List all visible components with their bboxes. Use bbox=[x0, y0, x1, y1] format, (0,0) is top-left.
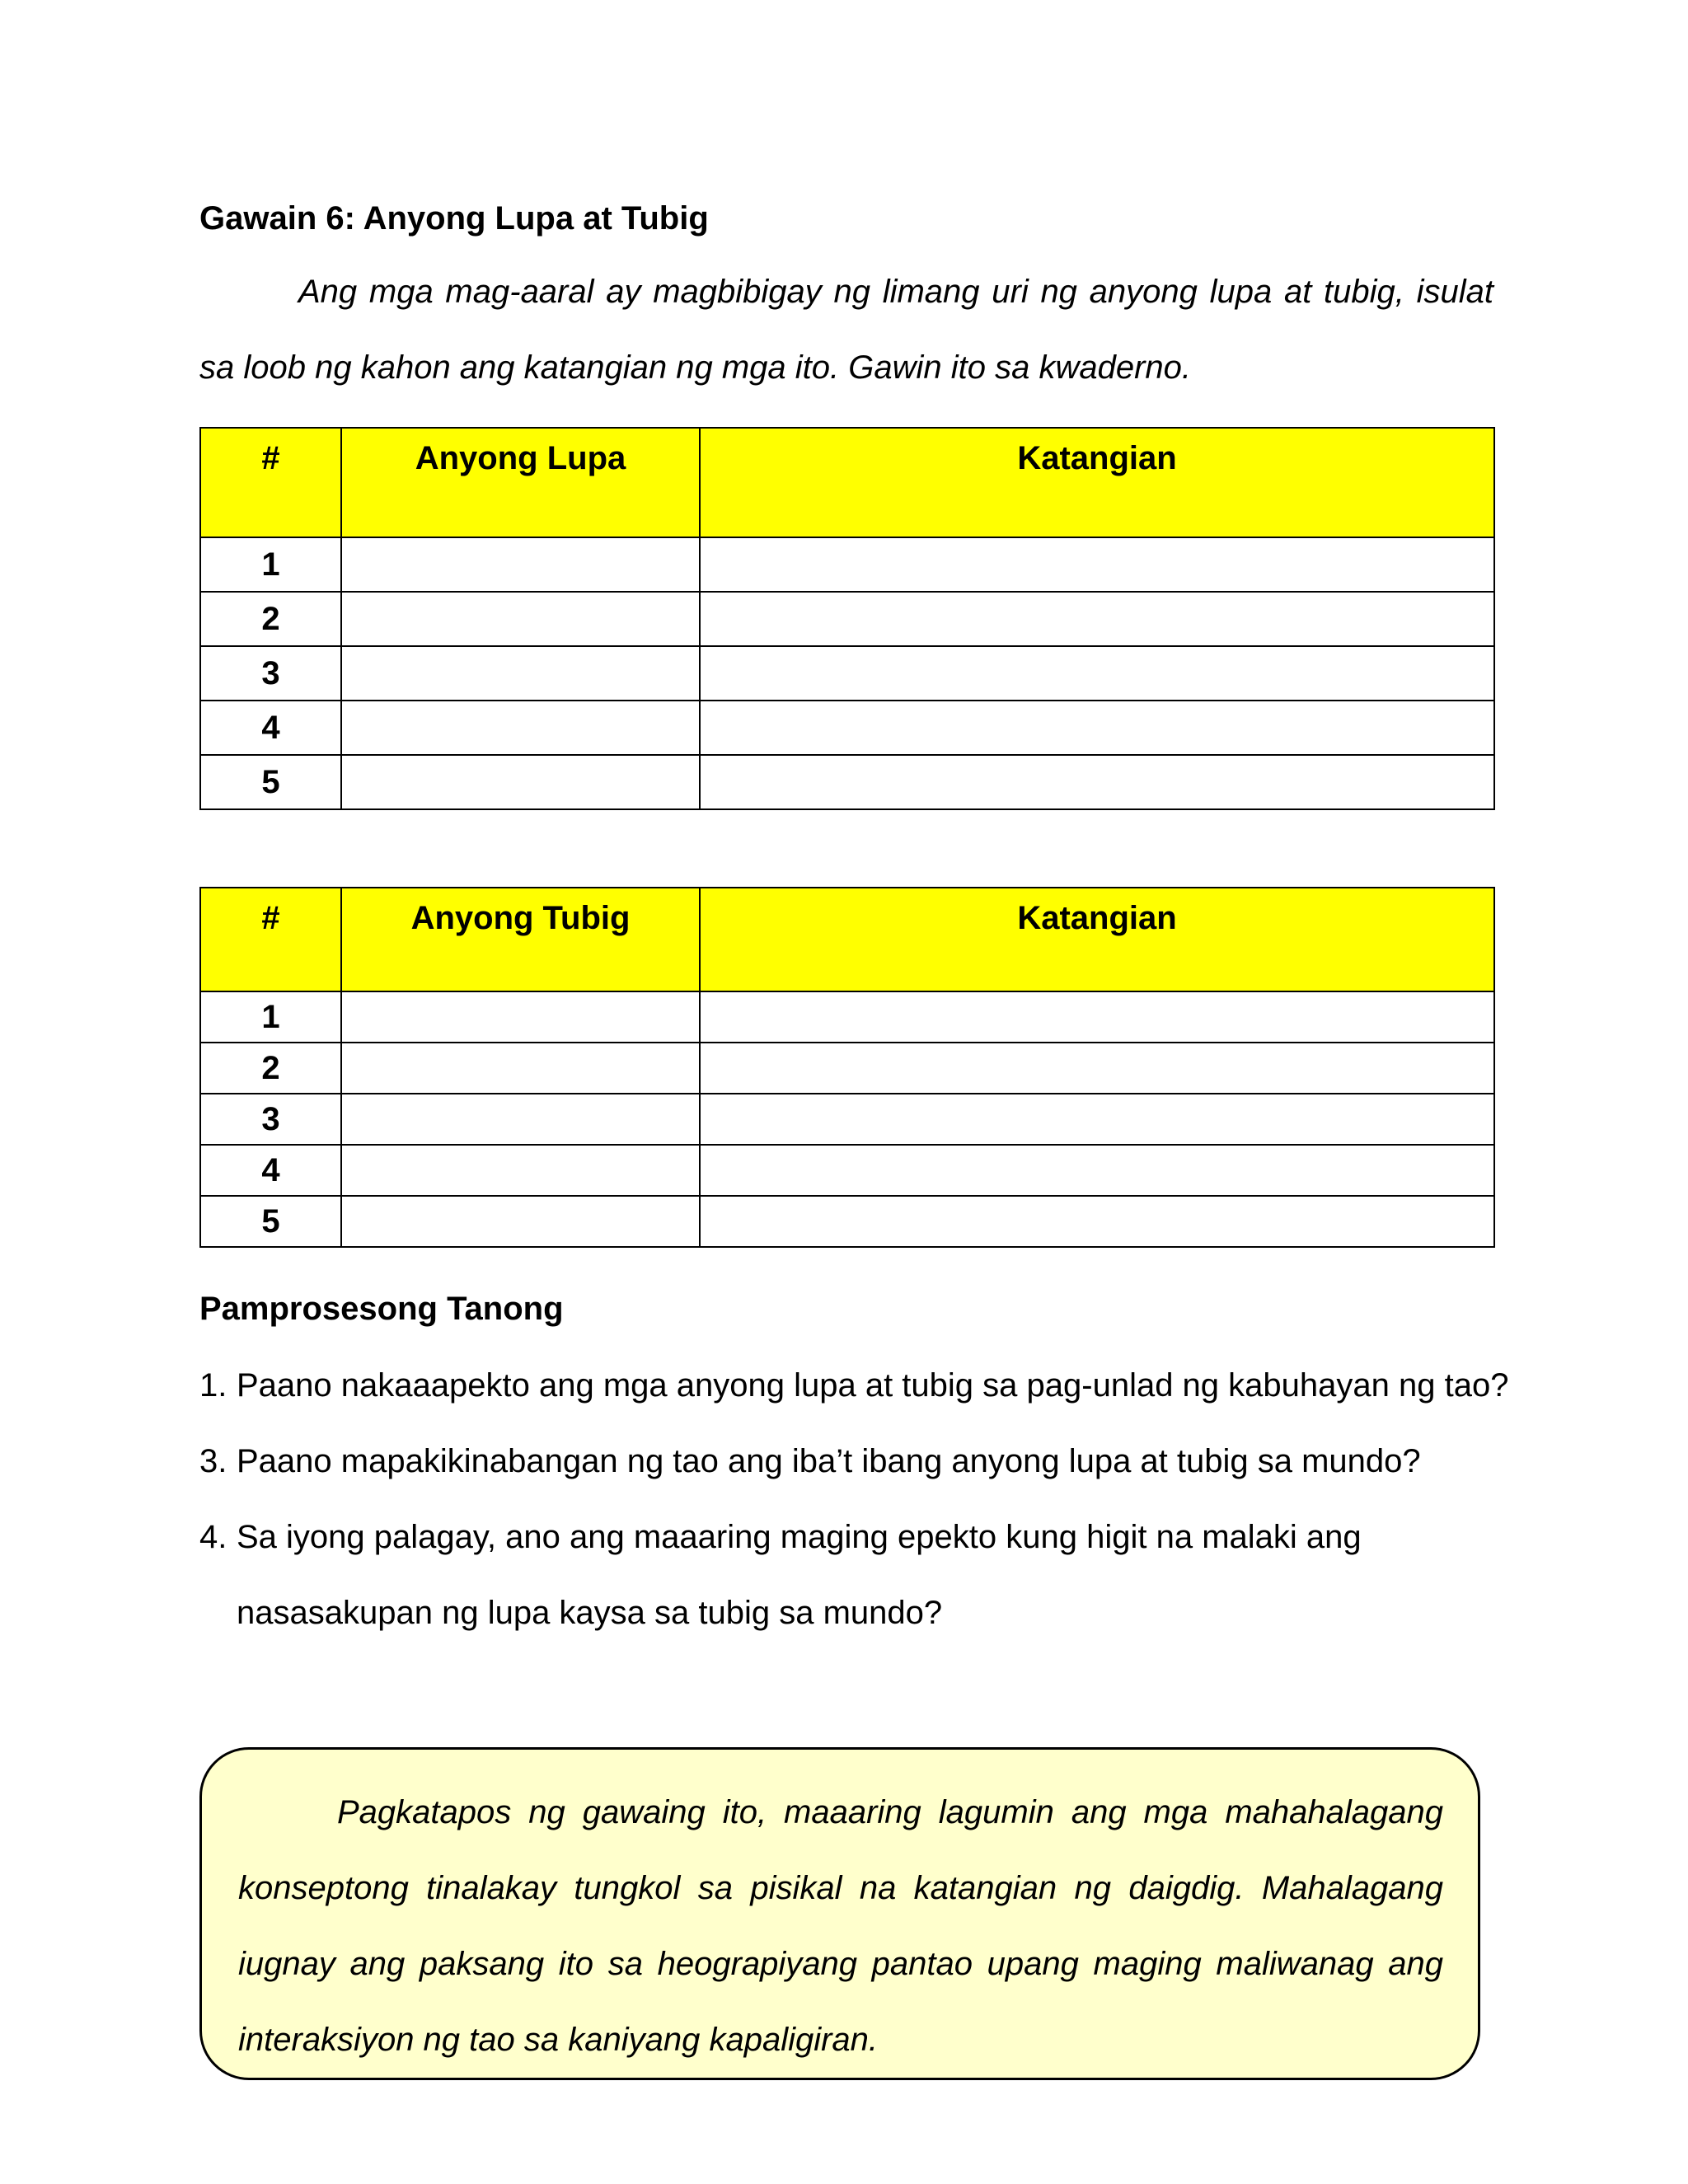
header-number: # bbox=[200, 428, 341, 537]
header-number: # bbox=[200, 888, 341, 991]
katangian-cell[interactable] bbox=[700, 1094, 1494, 1145]
activity-instructions bbox=[199, 254, 1493, 405]
anyong-lupa-cell[interactable] bbox=[341, 755, 700, 809]
anyong-tubig-cell[interactable] bbox=[341, 991, 700, 1043]
katangian-cell[interactable] bbox=[700, 592, 1494, 646]
row-number: 2 bbox=[200, 1043, 341, 1094]
table-row bbox=[200, 537, 1494, 592]
anyong-lupa-cell[interactable] bbox=[341, 592, 700, 646]
row-number: 4 bbox=[200, 1145, 341, 1196]
table-row bbox=[200, 1196, 1494, 1247]
row-number: 5 bbox=[200, 1196, 341, 1247]
summary-paragraph bbox=[238, 1774, 1443, 2078]
anyong-lupa-cell[interactable] bbox=[341, 646, 700, 701]
instructions-text: Ang mga mag-aaral ay magbibigay ng limang uri ng anyong lupa at tubig, isulat sa loob ng kahon ang katangian ng mga ito. Gawin ito sa kwaderno. bbox=[199, 274, 1493, 386]
header-katangian: Katangian bbox=[700, 888, 1494, 991]
question-number: 1. bbox=[199, 1367, 227, 1404]
header-anyong-lupa: Anyong Lupa bbox=[341, 428, 700, 537]
anyong-tubig-table bbox=[199, 887, 1495, 1248]
table-row bbox=[200, 1094, 1494, 1145]
anyong-lupa-cell[interactable] bbox=[341, 537, 700, 592]
activity-title: Gawain 6: Anyong Lupa at Tubig bbox=[199, 200, 709, 237]
table-row bbox=[200, 646, 1494, 701]
table-row bbox=[200, 1043, 1494, 1094]
katangian-cell[interactable] bbox=[700, 646, 1494, 701]
katangian-cell[interactable] bbox=[700, 991, 1494, 1043]
table-row bbox=[200, 991, 1494, 1043]
table-header-row bbox=[200, 428, 1494, 537]
question-text: Paano mapakikinabangan ng tao ang iba’t ibang anyong lupa at tubig sa mundo? bbox=[237, 1443, 1421, 1479]
row-number: 2 bbox=[200, 592, 341, 646]
row-number: 1 bbox=[200, 991, 341, 1043]
anyong-tubig-cell[interactable] bbox=[341, 1145, 700, 1196]
list-item bbox=[199, 1499, 1518, 1651]
table-row bbox=[200, 701, 1494, 755]
row-number: 3 bbox=[200, 1094, 341, 1145]
katangian-cell[interactable] bbox=[700, 755, 1494, 809]
list-item bbox=[199, 1423, 1518, 1499]
question-number: 4. bbox=[199, 1519, 227, 1555]
table-header-row bbox=[200, 888, 1494, 991]
question-number: 3. bbox=[199, 1443, 227, 1479]
katangian-cell[interactable] bbox=[700, 1145, 1494, 1196]
table-row bbox=[200, 755, 1494, 809]
row-number: 1 bbox=[200, 537, 341, 592]
anyong-tubig-cell[interactable] bbox=[341, 1043, 700, 1094]
question-text: Sa iyong palagay, ano ang maaaring maging epekto kung higit na malaki ang nasasakupan ng lupa kaysa sa tubig sa mundo? bbox=[237, 1519, 1362, 1631]
table-row bbox=[200, 592, 1494, 646]
header-anyong-tubig: Anyong Tubig bbox=[341, 888, 700, 991]
anyong-lupa-cell[interactable] bbox=[341, 701, 700, 755]
header-katangian: Katangian bbox=[700, 428, 1494, 537]
katangian-cell[interactable] bbox=[700, 701, 1494, 755]
summary-text: Pagkatapos ng gawaing ito, maaaring lagumin ang mga mahahalagang konseptong tinalakay tungkol sa pisikal na katangian ng daigdig. Mahalagang iugnay ang paksang ito sa heograpiyang pantao upang maging maliwanag ang interaksiyon ng tao sa kaniyang kapaligiran. bbox=[238, 1794, 1443, 2058]
table-row bbox=[200, 1145, 1494, 1196]
row-number: 4 bbox=[200, 701, 341, 755]
question-text: Paano nakaaapekto ang mga anyong lupa at tubig sa pag-unlad ng kabuhayan ng tao? bbox=[237, 1367, 1509, 1404]
anyong-tubig-cell[interactable] bbox=[341, 1196, 700, 1247]
questions-list bbox=[199, 1347, 1518, 1651]
questions-heading: Pamprosesong Tanong bbox=[199, 1291, 564, 1327]
katangian-cell[interactable] bbox=[700, 1043, 1494, 1094]
summary-box bbox=[199, 1747, 1480, 2080]
row-number: 3 bbox=[200, 646, 341, 701]
anyong-lupa-table bbox=[199, 427, 1495, 810]
katangian-cell[interactable] bbox=[700, 1196, 1494, 1247]
row-number: 5 bbox=[200, 755, 341, 809]
katangian-cell[interactable] bbox=[700, 537, 1494, 592]
anyong-tubig-cell[interactable] bbox=[341, 1094, 700, 1145]
list-item bbox=[199, 1347, 1518, 1423]
